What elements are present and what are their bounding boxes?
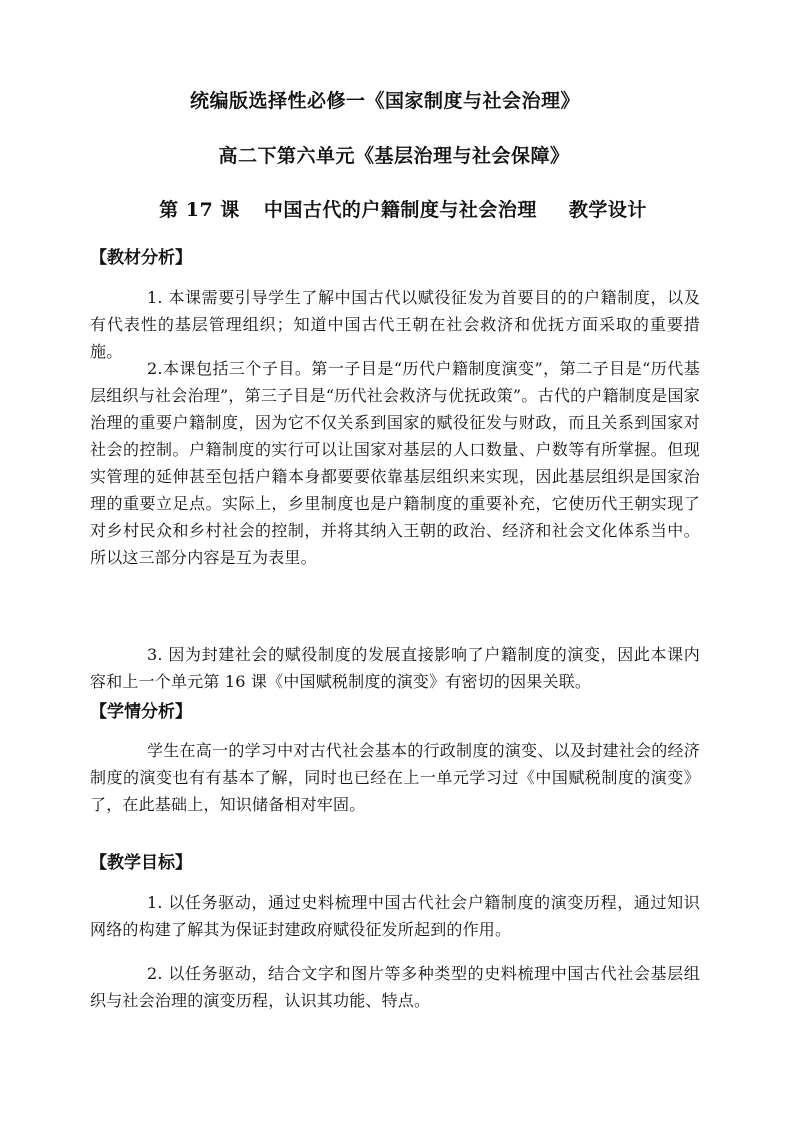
lesson-suffix: 教学设计	[568, 199, 647, 221]
paragraph: 学生在高一的学习中对古代社会基本的行政制度的演变、以及封建社会的经济制度的演变也有有基本了解，同时也已经在上一单元学习过《中国赋税制度的演变》了，在此基础上，知识储备相对牢固。	[90, 741, 700, 814]
paragraph: 1. 以任务驱动，通过史料梳理中国古代社会户籍制度的演变历程，通过知识网络的构建了解其为保证封建政府赋役征发所起到的作用。	[90, 893, 700, 939]
section-heading-textbook-analysis: 【教材分析】	[90, 248, 192, 268]
lesson-number: 第 17 课	[159, 199, 240, 221]
paragraph: 3. 因为封建社会的赋役制度的发展直接影响了户籍制度的演变，因此本课内容和上一个单元第 16 课《中国赋税制度的演变》有密切的因果关联。	[90, 645, 700, 691]
paragraph: 1. 本课需要引导学生了解中国古代以赋役征发为首要目的的户籍制度，以及有代表性的基层管理组织；知道中国古代王朝在社会救济和优抚方面采取的重要措施。	[90, 288, 700, 361]
lesson-topic: 中国古代的户籍制度与社会治理	[263, 199, 537, 221]
document-title-unit: 高二下第六单元《基层治理与社会保障》	[218, 145, 570, 167]
section-heading-student-analysis: 【学情分析】	[90, 702, 192, 722]
document-title-textbook: 统编版选择性必修一《国家制度与社会治理》	[189, 90, 580, 112]
paragraph: 2. 以任务驱动，结合文字和图片等多种类型的史料梳理中国古代社会基层组织与社会治理的演变历程，认识其功能、特点。	[90, 964, 700, 1010]
section-heading-teaching-objectives: 【教学目标】	[90, 853, 192, 873]
document-title-lesson	[12, 195, 794, 222]
paragraph: 2.本课包括三个子目。第一子目是“历代户籍制度演变”，第二子目是“历代基层组织与社会治理”，第三子目是“历代社会救济与优抚政策”。古代的户籍制度是国家治理的重要户籍制度，因为它不仅关系到国家的赋役征发与财政，而且关系到国家对社会的控制。户籍制度的实行可以让国家对基层的人口数量、户数等有所掌握。但现实管理的延伸甚至包括户籍本身都要要依靠基层组织来实现，因此基层组织是国家治理的重要立足点。实际上，乡里制度也是户籍制度的重要补充，它使历代王朝实现了对乡村民众和乡村社会的控制，并将其纳入王朝的政治、经济和社会文化体系当中。所以这三部分内容是互为表里。	[90, 359, 700, 567]
